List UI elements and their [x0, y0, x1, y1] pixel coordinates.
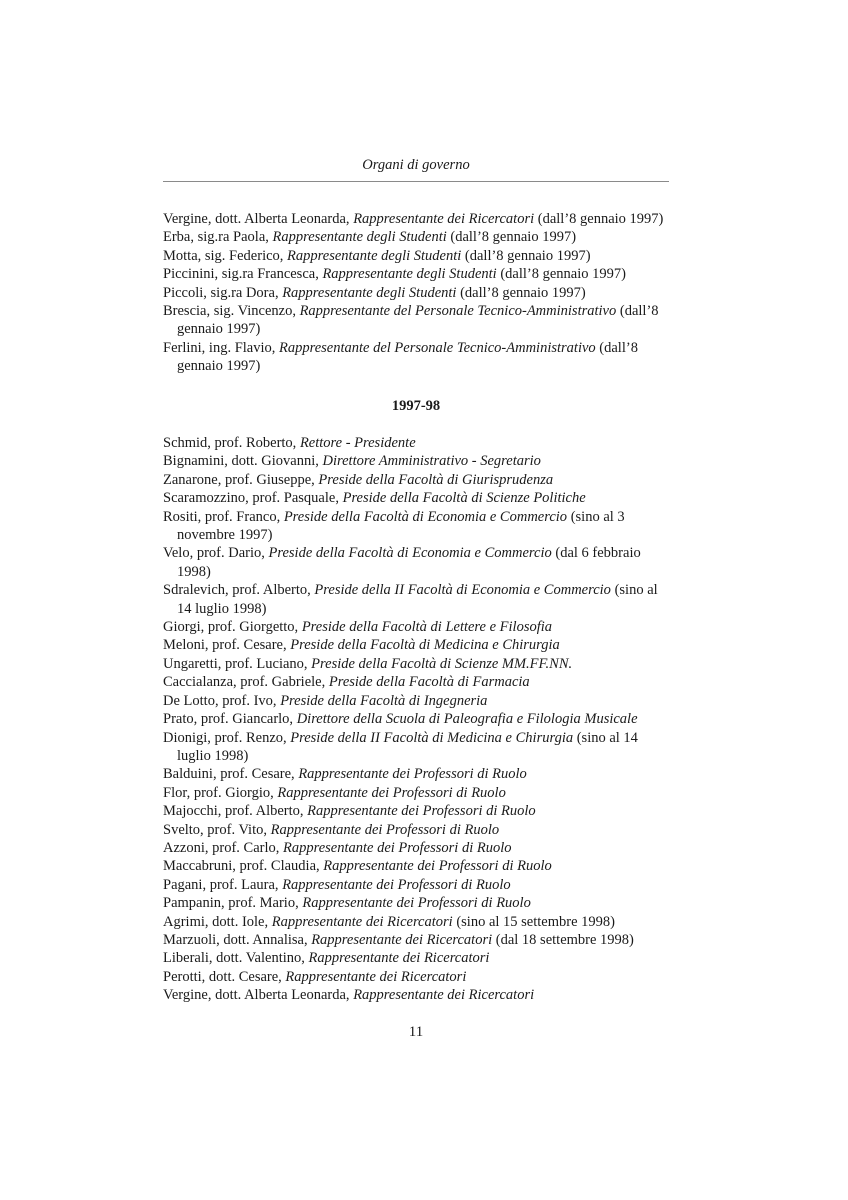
list-item — [163, 931, 669, 949]
entry-name: Svelto, prof. Vito, — [163, 821, 271, 838]
entry-name: Balduini, prof. Cesare, — [163, 766, 299, 783]
entry-name: Ferlini, ing. Flavio, — [163, 339, 279, 356]
entry-name: Bignamini, dott. Giovanni, — [163, 453, 323, 470]
list-item — [163, 284, 669, 302]
list-item — [163, 636, 669, 654]
entry-name: De Lotto, prof. Ivo, — [163, 692, 281, 709]
entry-role: Rappresentante degli Studenti — [282, 284, 457, 301]
entry-role: Rappresentante dei Ricercatori — [308, 950, 490, 967]
entry-list-top — [163, 210, 669, 376]
entry-name: Ungaretti, prof. Luciano, — [163, 655, 312, 672]
list-item — [163, 949, 669, 967]
entry-role: Rettore - Presidente — [299, 435, 416, 451]
entry-role: Rappresentante dei Ricercatori — [353, 987, 535, 1004]
entry-name: Erba, sig.ra Paola, — [163, 229, 273, 246]
list-item — [163, 508, 669, 545]
entry-role: Rappresentante degli Studenti — [322, 266, 497, 283]
entry-note: (dall’8 gennaio 1997) — [446, 229, 577, 246]
entry-role: Rappresentante dei Professori di Ruolo — [277, 784, 506, 801]
entry-role: Preside della Facoltà di Lettere e Filosofia — [301, 619, 553, 636]
entry-role: Preside della Facoltà di Farmacia — [328, 674, 530, 691]
entry-role: Rappresentante dei Professori di Ruolo — [298, 766, 527, 783]
entry-role: Rappresentante dei Professori di Ruolo — [323, 858, 552, 875]
list-item — [163, 434, 669, 452]
entry-name: Giorgi, prof. Giorgetto, — [163, 619, 302, 636]
running-header: Organi di governo — [362, 157, 470, 173]
list-item — [163, 302, 669, 339]
list-item — [163, 821, 669, 839]
entry-note: (sino al 14 luglio 1998) — [177, 729, 638, 764]
list-item — [163, 729, 669, 766]
entry-note: (dall’8 gennaio 1997) — [534, 211, 664, 227]
list-item — [163, 655, 669, 673]
entry-role: Rappresentante dei Professori di Ruolo — [307, 803, 536, 820]
entry-role: Rappresentante dei Professori di Ruolo — [283, 839, 512, 856]
entry-name: Pampanin, prof. Mario, — [163, 895, 303, 912]
entry-role: Rappresentante dei Ricercatori — [271, 913, 453, 930]
list-item — [163, 710, 669, 728]
entry-name: Meloni, prof. Cesare, — [163, 637, 291, 654]
entry-name: Zanarone, prof. Giuseppe, — [163, 471, 319, 488]
entry-role: Direttore Amministrativo - Segretario — [322, 453, 541, 470]
entry-name: Majocchi, prof. Alberto, — [163, 803, 308, 820]
section-heading: 1997-98 — [391, 398, 441, 414]
entry-note: (dall’8 gennaio 1997) — [456, 284, 586, 301]
entry-role: Rappresentante del Personale Tecnico-Amministrativo — [279, 339, 596, 356]
entry-role: Preside della II Facoltà di Economia e Commercio — [314, 582, 611, 599]
entry-role: Preside della Facoltà di Economia e Commercio — [283, 508, 568, 525]
list-item — [163, 489, 669, 507]
list-item — [163, 265, 669, 283]
list-item — [163, 839, 669, 857]
entry-name: Scaramozzino, prof. Pasquale, — [163, 490, 343, 507]
entry-role: Rappresentante degli Studenti — [287, 247, 462, 264]
entry-role: Preside della II Facoltà di Medicina e Chirurgia — [290, 729, 574, 746]
header-rule — [163, 181, 669, 182]
list-item — [163, 228, 669, 246]
entry-note: (dal 18 settembre 1998) — [492, 931, 634, 948]
entry-note: (sino al 3 novembre 1997) — [177, 508, 625, 544]
entry-note: (sino al 15 settembre 1998) — [452, 913, 615, 930]
entry-note: (sino al 14 luglio 1998) — [177, 582, 658, 617]
entry-name: Piccoli, sig.ra Dora, — [163, 284, 283, 301]
list-item — [163, 876, 669, 894]
list-item — [163, 247, 669, 265]
entry-note: (dall’8 gennaio 1997) — [496, 266, 626, 283]
list-item — [163, 913, 669, 931]
list-item — [163, 986, 669, 1004]
entry-role: Rappresentante degli Studenti — [272, 229, 447, 246]
list-item — [163, 471, 669, 489]
list-item — [163, 692, 669, 710]
entry-note: (dall’8 gennaio 1997) — [177, 339, 638, 375]
entry-role: Preside della Facoltà di Medicina e Chirurgia — [290, 637, 560, 654]
entry-name: Vergine, dott. Alberta Leonarda, — [163, 987, 354, 1004]
entry-name: Vergine, dott. Alberta Leonarda, — [163, 211, 354, 227]
list-item — [163, 618, 669, 636]
entry-name: Maccabruni, prof. Claudia, — [163, 858, 324, 875]
list-item — [163, 765, 669, 783]
entry-name: Rositi, prof. Franco, — [163, 508, 284, 525]
entry-name: Agrimi, dott. Iole, — [163, 913, 272, 930]
entry-role: Rappresentante dei Ricercatori — [285, 968, 467, 985]
entry-role: Preside della Facoltà di Scienze Politiche — [342, 490, 586, 507]
list-item — [163, 544, 669, 581]
entry-role: Preside della Facoltà di Economia e Commercio — [268, 545, 552, 562]
entry-name: Dionigi, prof. Renzo, — [163, 729, 291, 746]
entry-name: Caccialanza, prof. Gabriele, — [163, 674, 329, 691]
entry-name: Motta, sig. Federico, — [163, 247, 288, 264]
page-number: 11 — [408, 1024, 424, 1040]
entry-name: Schmid, prof. Roberto, — [163, 435, 300, 451]
entry-name: Prato, prof. Giancarlo, — [163, 711, 297, 728]
entry-name: Pagani, prof. Laura, — [163, 876, 283, 893]
entry-name: Perotti, dott. Cesare, — [163, 968, 286, 985]
entry-role: Preside della Facoltà di Ingegneria — [280, 692, 488, 709]
entry-note: (dall’8 gennaio 1997) — [177, 303, 659, 338]
entry-name: Velo, prof. Dario, — [163, 545, 269, 562]
list-item — [163, 802, 669, 820]
list-item — [163, 784, 669, 802]
entry-role: Rappresentante dei Ricercatori — [353, 211, 535, 227]
entry-role: Direttore della Scuola di Paleografia e Filologia Musicale — [296, 711, 638, 728]
list-item — [163, 857, 669, 875]
entry-role: Rappresentante dei Professori di Ruolo — [282, 876, 511, 893]
entry-name: Liberali, dott. Valentino, — [163, 950, 309, 967]
entry-note: (dal 6 febbraio 1998) — [177, 545, 641, 580]
list-item — [163, 452, 669, 470]
list-item — [163, 968, 669, 986]
entry-role: Rappresentante dei Ricercatori — [311, 931, 493, 948]
list-item — [163, 673, 669, 691]
entry-name: Sdralevich, prof. Alberto, — [163, 582, 315, 599]
entry-list-main — [163, 434, 669, 1005]
entry-role: Preside della Facoltà di Giurisprudenza — [318, 471, 554, 488]
entry-name: Flor, prof. Giorgio, — [163, 784, 278, 801]
list-item — [163, 339, 669, 376]
entry-name: Marzuoli, dott. Annalisa, — [163, 931, 312, 948]
entry-name: Brescia, sig. Vincenzo, — [163, 303, 300, 320]
entry-role: Rappresentante dei Professori di Ruolo — [270, 821, 500, 838]
entry-role: Rappresentante del Personale Tecnico-Amministrativo — [299, 303, 617, 320]
entry-role: Rappresentante dei Professori di Ruolo — [302, 895, 531, 912]
entry-note: (dall’8 gennaio 1997) — [461, 247, 591, 264]
entry-name: Piccinini, sig.ra Francesca, — [163, 266, 323, 283]
list-item — [163, 894, 669, 912]
entry-name: Azzoni, prof. Carlo, — [163, 839, 283, 856]
list-item — [163, 210, 669, 228]
list-item — [163, 581, 669, 618]
entry-role: Preside della Facoltà di Scienze MM.FF.NN. — [311, 655, 573, 672]
